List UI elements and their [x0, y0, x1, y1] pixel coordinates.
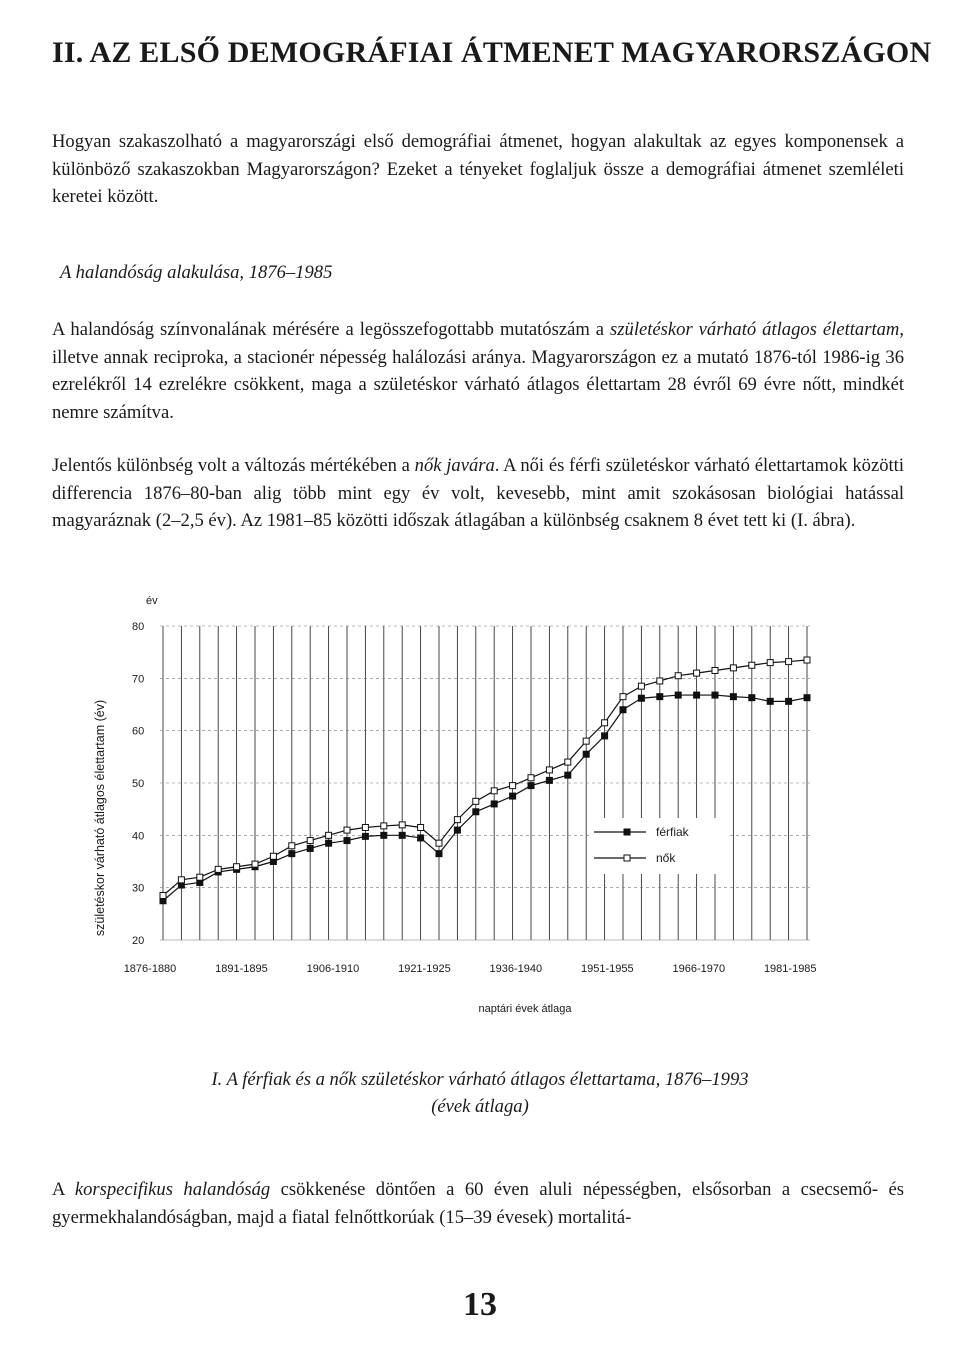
data-point: [675, 692, 681, 698]
text-run: A: [52, 1179, 75, 1200]
y-axis-title: születéskor várható átlagos élettartam (év): [93, 699, 107, 937]
y-tick-label: 40: [132, 830, 145, 843]
data-point: [583, 738, 589, 744]
data-point: [399, 832, 405, 838]
data-point: [381, 823, 387, 829]
x-tick-label: 1906-1910: [306, 963, 360, 975]
data-point: [307, 845, 313, 851]
y-tick-label: 30: [132, 882, 145, 895]
data-point: [418, 835, 424, 841]
data-point: [712, 667, 718, 673]
data-point: [491, 788, 497, 794]
data-point: [546, 777, 552, 783]
data-point: [454, 827, 460, 833]
data-point: [510, 793, 516, 799]
y-tick-label: 20: [132, 935, 145, 947]
mortality-paragraph-2: [52, 452, 904, 535]
x-tick-label: 1936-1940: [489, 963, 543, 975]
x-tick-label: 1921-1925: [398, 963, 451, 975]
data-point: [326, 840, 332, 846]
data-point: [657, 678, 663, 684]
data-point: [510, 783, 516, 789]
data-point: [749, 662, 755, 668]
chart-svg: [80, 588, 840, 1028]
data-point: [694, 670, 700, 676]
data-point: [767, 698, 773, 704]
text-run: csökkenése döntően a 60 éven aluli népességben, elsősorban a csecsemő- és gyermekhalandóságban, majd a fiatal felnőttkorúak (15–39 évesek) mortalitá-: [52, 1179, 904, 1228]
data-point: [730, 694, 736, 700]
data-point: [473, 798, 479, 804]
data-point: [620, 707, 626, 713]
life-expectancy-chart: [80, 588, 840, 1028]
data-point: [436, 851, 442, 857]
emphasis-term: korspecifikus halandóság: [74, 1179, 271, 1200]
text-run: Jelentős különbség volt a változás mértékében a: [52, 455, 415, 476]
data-point: [473, 809, 479, 815]
data-point: [362, 833, 368, 839]
data-point: [602, 720, 608, 726]
data-point: [657, 694, 663, 700]
data-point: [528, 783, 534, 789]
page-number: 13: [463, 1286, 497, 1323]
caption-line-2: (évek átlaga): [431, 1096, 529, 1117]
data-point: [804, 695, 810, 701]
mortality-paragraph-1: [52, 316, 904, 426]
data-point: [178, 877, 184, 883]
figure-caption: [0, 1066, 960, 1120]
x-tick-label: 1966-1970: [672, 963, 726, 975]
data-point: [730, 665, 736, 671]
data-point: [289, 843, 295, 849]
data-point: [712, 692, 718, 698]
data-point: [638, 683, 644, 689]
data-point: [694, 692, 700, 698]
legend-marker: [624, 829, 630, 835]
data-point: [546, 767, 552, 773]
text-run: A halandóság színvonalának mérésére a legösszefogottabb mutatószám a: [52, 319, 611, 340]
data-point: [307, 838, 313, 844]
data-point: [620, 694, 626, 700]
x-tick-label: 1981-1985: [763, 963, 817, 975]
intro-paragraph: Hogyan szakaszolható a magyarországi első demográfiai átmenet, hogyan alakultak az egyes komponensek a különböző szakaszokban Magyarországon? Ezeket a tényeket foglaljuk össze a demográfiai átmenet szemléleti keretei között.: [52, 131, 904, 207]
legend-label: férfiak: [656, 825, 689, 839]
x-tick-label: 1891-1895: [215, 963, 268, 975]
data-point: [491, 801, 497, 807]
x-tick-label: 1876-1880: [123, 963, 177, 975]
caption-line-1: I. A férfiak és a nők születéskor várható átlagos élettartama, 1876–1993: [211, 1069, 749, 1090]
age-mortality-paragraph: [52, 1176, 904, 1231]
data-point: [289, 851, 295, 857]
y-tick-label: 70: [132, 673, 145, 686]
data-point: [767, 660, 773, 666]
data-point: [786, 659, 792, 665]
data-point: [234, 864, 240, 870]
data-point: [565, 759, 571, 765]
data-point: [344, 838, 350, 844]
legend-label: nők: [656, 851, 676, 865]
y-unit-label: év: [146, 595, 158, 607]
data-point: [252, 861, 258, 867]
text-run: . A női és férfi születéskor várható élettartamok közötti differencia 1876–80-ban alig több mint egy év volt, kevesebb, mint amit szokásosan biológiai hatással magyaráznak (2–2,5 év). Az 1981–85 közötti időszak átlagában a különbség csaknem 8 évet tett ki (I. ábra).: [52, 455, 905, 531]
data-point: [326, 832, 332, 838]
data-point: [197, 874, 203, 880]
x-axis-title: naptári évek átlaga: [478, 1003, 572, 1015]
data-point: [399, 822, 405, 828]
data-point: [454, 817, 460, 823]
data-point: [583, 751, 589, 757]
data-point: [528, 775, 534, 781]
chapter-title: II. AZ ELSŐ DEMOGRÁFIAI ÁTMENET MAGYARORSZÁGON: [52, 36, 932, 69]
text-run: , illetve annak reciproka, a stacionér népesség halálozási aránya. Magyarországon ez a mutató 1876-tól 1986-ig 36 ezrelékről 14 ezrelékre csökkent, maga a születéskor várható átlagos élettartam 28 évről 69 évre nőtt, mindkét nemre számítva.: [52, 319, 904, 423]
x-tick-label: 1951-1955: [581, 963, 634, 975]
data-point: [675, 673, 681, 679]
data-point: [804, 657, 810, 663]
emphasis-term: születéskor várható átlagos élettartam: [610, 319, 900, 340]
y-tick-label: 60: [132, 725, 145, 738]
data-point: [565, 772, 571, 778]
y-tick-label: 80: [132, 621, 145, 633]
data-point: [215, 866, 221, 872]
data-point: [638, 695, 644, 701]
data-point: [270, 853, 276, 859]
data-point: [160, 893, 166, 899]
data-point: [362, 824, 368, 830]
data-point: [749, 695, 755, 701]
legend-marker: [624, 855, 630, 861]
emphasis-term: nők javára: [414, 455, 495, 476]
data-point: [381, 832, 387, 838]
y-tick-label: 50: [132, 778, 145, 790]
data-point: [436, 840, 442, 846]
data-point: [602, 733, 608, 739]
data-point: [786, 698, 792, 704]
data-point: [344, 827, 350, 833]
data-point: [418, 824, 424, 830]
section-subheading: A halandóság alakulása, 1876–1985: [60, 262, 333, 283]
